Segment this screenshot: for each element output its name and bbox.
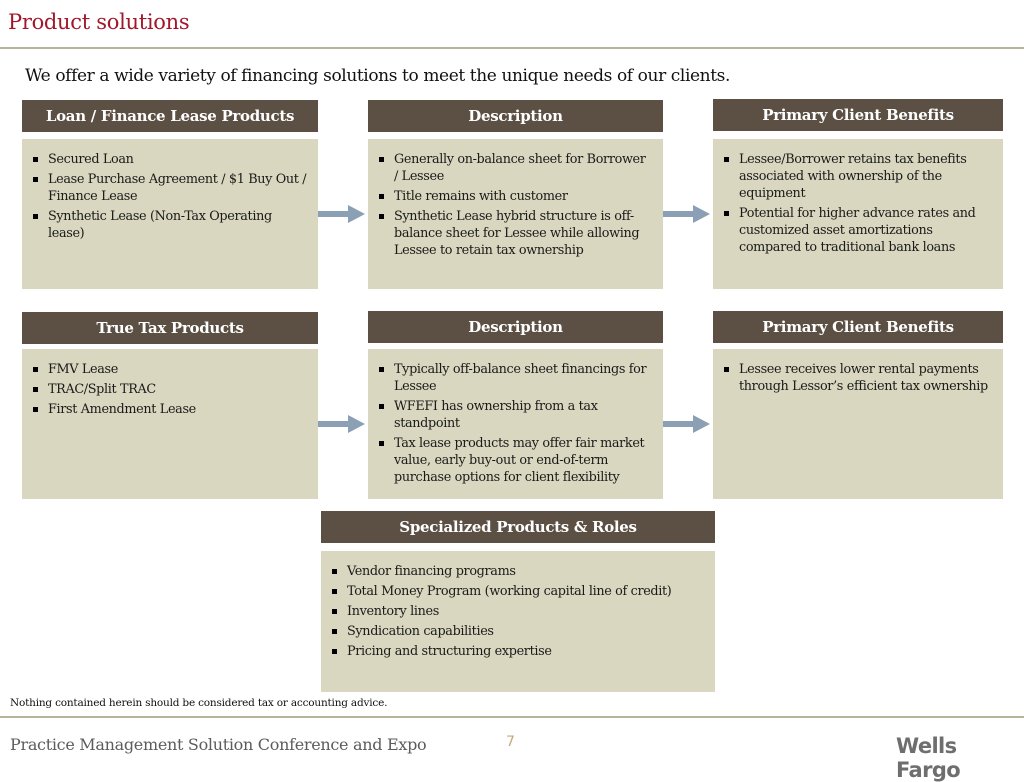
loan-benefits-header: Primary Client Benefits <box>713 99 1003 131</box>
arrow-right-icon <box>663 204 711 224</box>
true-tax-panel <box>22 349 318 499</box>
loan-description-list <box>378 151 653 259</box>
tax-benefits-list <box>723 361 993 395</box>
loan-products-list <box>32 151 308 242</box>
list-item: Lessee receives lower rental payments through Lessor’s efficient tax ownership <box>723 361 993 395</box>
loan-benefits-list <box>723 151 993 256</box>
page-number: 7 <box>506 734 515 750</box>
list-item: WFEFI has ownership from a tax standpoint <box>378 398 653 432</box>
page-subtitle: We offer a wide variety of financing solutions to meet the unique needs of our clients. <box>25 66 730 86</box>
true-tax-header: True Tax Products <box>22 312 318 344</box>
arrow-right-icon <box>318 204 366 224</box>
loan-benefits-panel <box>713 139 1003 289</box>
list-item: Inventory lines <box>331 603 705 620</box>
loan-products-header: Loan / Finance Lease Products <box>22 100 318 132</box>
list-item: Lease Purchase Agreement / $1 Buy Out / Finance Lease <box>32 171 308 205</box>
specialized-panel <box>321 551 715 692</box>
list-item: Total Money Program (working capital line of credit) <box>331 583 705 600</box>
list-item: Generally on-balance sheet for Borrower / Lessee <box>378 151 653 185</box>
loan-products-panel <box>22 139 318 289</box>
tax-description-panel <box>368 349 663 499</box>
tax-description-header: Description <box>368 311 663 343</box>
list-item: Vendor financing programs <box>331 563 705 580</box>
list-item: Syndication capabilities <box>331 623 705 640</box>
arrow-right-icon <box>663 414 711 434</box>
tax-description-list <box>378 361 653 486</box>
tax-benefits-header: Primary Client Benefits <box>713 311 1003 343</box>
specialized-list <box>331 563 705 660</box>
list-item: FMV Lease <box>32 361 308 378</box>
list-item: Typically off-balance sheet financings for Lessee <box>378 361 653 395</box>
wells-fargo-logo: Wells Fargo <box>896 734 961 782</box>
footer-divider <box>0 716 1024 718</box>
list-item: Secured Loan <box>32 151 308 168</box>
loan-description-header: Description <box>368 100 663 132</box>
specialized-header: Specialized Products & Roles <box>321 511 715 543</box>
arrow-right-icon <box>318 414 366 434</box>
true-tax-list <box>32 361 308 418</box>
list-item: Pricing and structuring expertise <box>331 643 705 660</box>
list-item: Lessee/Borrower retains tax benefits associated with ownership of the equipment <box>723 151 993 202</box>
list-item: First Amendment Lease <box>32 401 308 418</box>
list-item: TRAC/Split TRAC <box>32 381 308 398</box>
list-item: Synthetic Lease hybrid structure is off-balance sheet for Lessee while allowing Lessee to retain tax ownership <box>378 208 653 259</box>
list-item: Synthetic Lease (Non-Tax Operating lease) <box>32 208 308 242</box>
list-item: Tax lease products may offer fair market value, early buy-out or end-of-term purchase options for client flexibility <box>378 435 653 486</box>
list-item: Title remains with customer <box>378 188 653 205</box>
disclaimer: Nothing contained herein should be considered tax or accounting advice. <box>10 697 388 709</box>
loan-description-panel <box>368 139 663 289</box>
list-item: Potential for higher advance rates and customized asset amortizations compared to traditional bank loans <box>723 205 993 256</box>
page-title: Product solutions <box>8 10 190 34</box>
tax-benefits-panel <box>713 349 1003 499</box>
conference-name: Practice Management Solution Conference and Expo <box>10 735 427 754</box>
title-divider <box>0 47 1024 49</box>
